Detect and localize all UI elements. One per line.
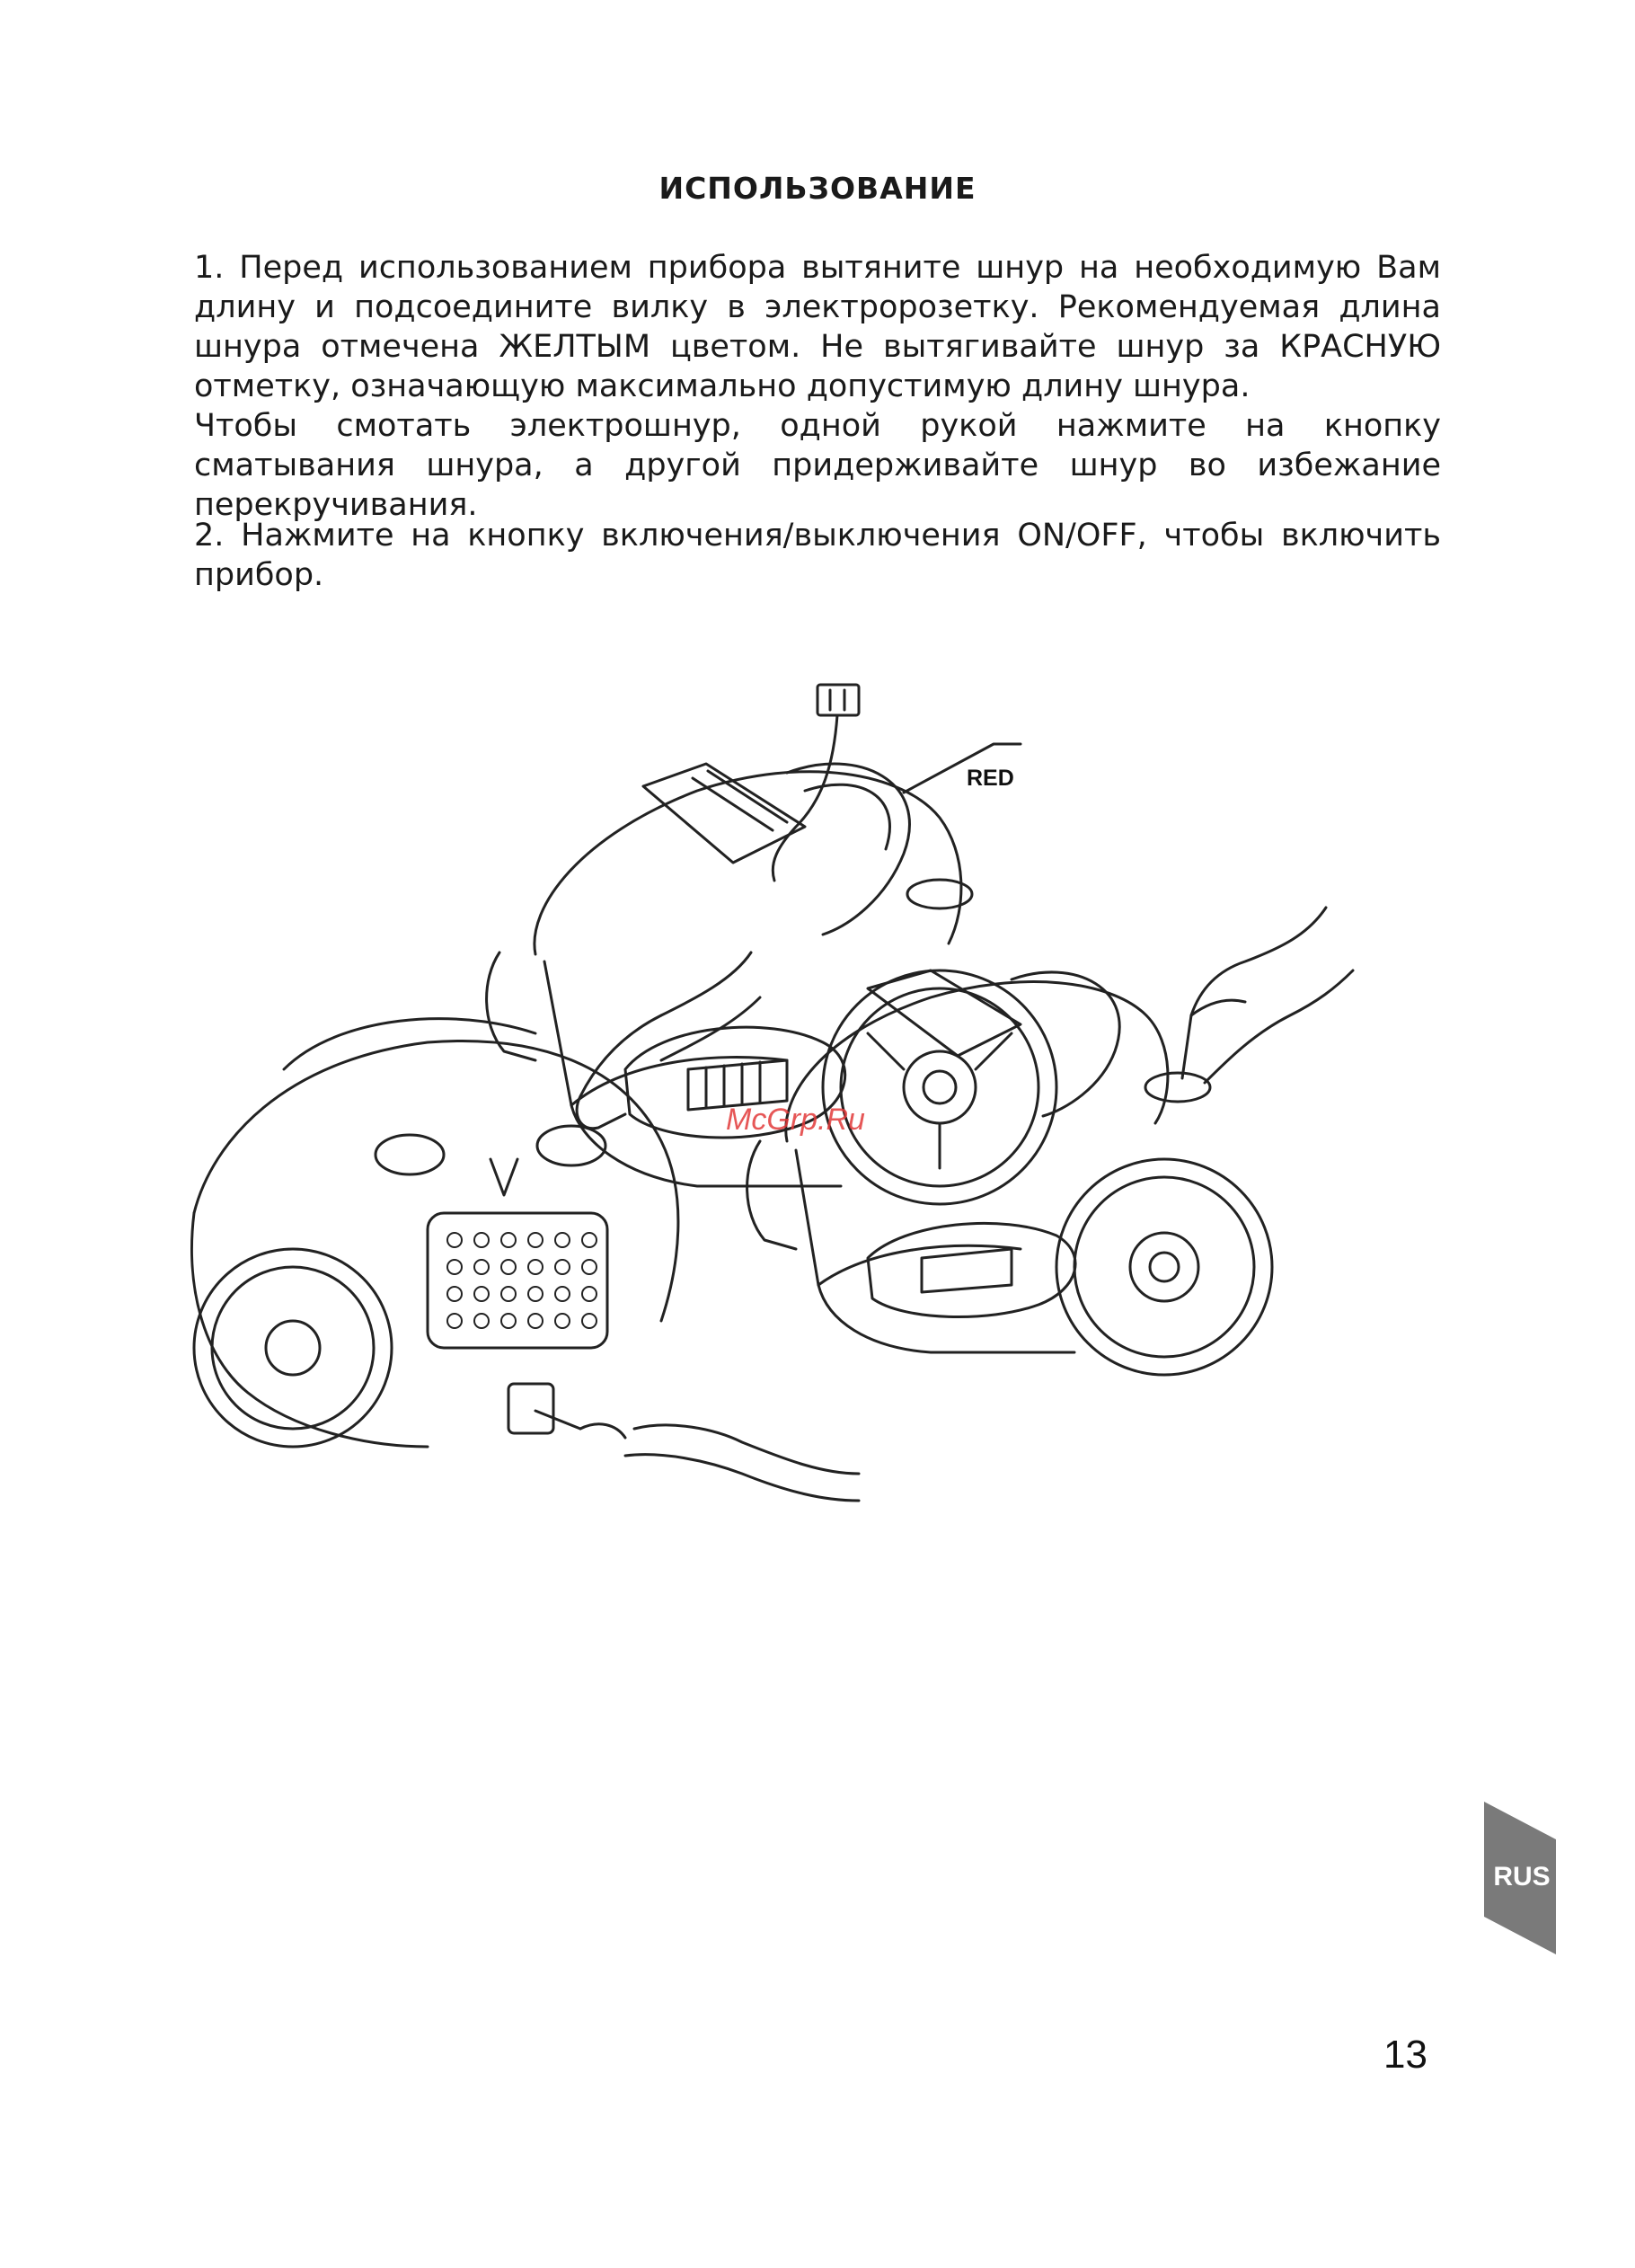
instruction-step-1 <box>194 248 1441 525</box>
step-1-text: 1. Перед использованием прибора вытяните шнур на необходимую Вам длину и подсоедините вилку в электророзетку. Рекомендуемая длина шнура отмечена ЖЕЛТЫМ цветом. Не вытягивайте шнур за КРАСНУЮ отметку, означающую максимально допустимую длину шнура. <box>194 250 1441 404</box>
instruction-step-2: 2. Нажмите на кнопку включения/выключения ON/OFF, чтобы включить прибор. <box>194 518 1441 593</box>
vacuum-rewind-illustration <box>192 952 860 1501</box>
language-tab-label: RUS <box>1493 1862 1551 1891</box>
page-number: 13 <box>1383 2033 1427 2077</box>
red-mark-label: RED <box>967 766 1014 791</box>
step-1-cord-rewind-text: Чтобы смотать электрошнур, одной рукой нажмите на кнопку сматывания шнура, а другой придерживайте шнур во избежание перекручивания. <box>194 408 1441 523</box>
vacuum-cleaner-illustrations <box>158 638 1497 1752</box>
section-heading: ИСПОЛЬЗОВАНИЕ <box>658 171 977 206</box>
vacuum-power-illustration <box>747 908 1353 1375</box>
watermark: McGrp.Ru <box>726 1103 865 1137</box>
